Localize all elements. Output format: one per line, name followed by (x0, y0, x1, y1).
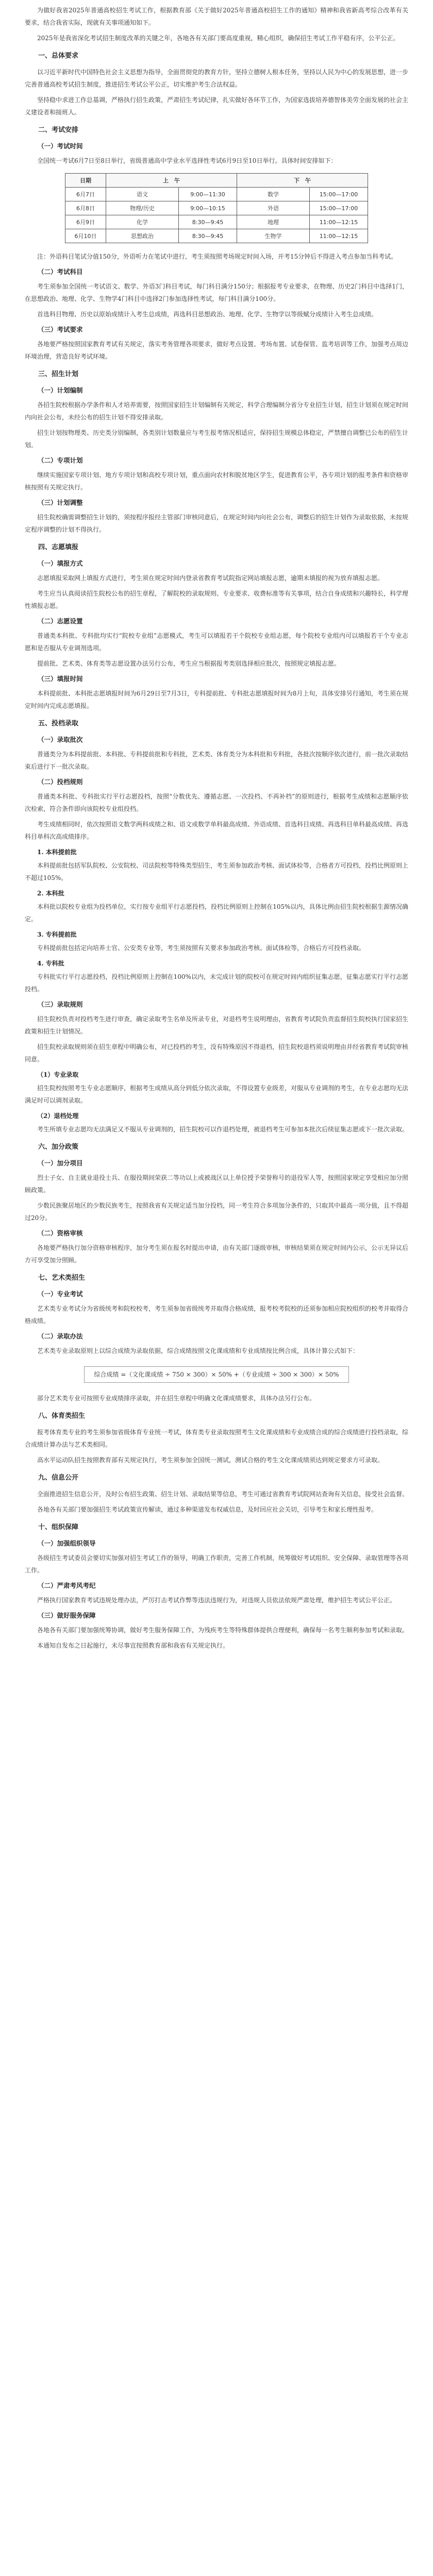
schedule-am-subject: 物理/历史 (106, 201, 179, 215)
section-heading: 二、考试安排 (38, 126, 79, 134)
subsection-heading: （三）计划调整 (38, 499, 83, 506)
subsection-heading: （一）填报方式 (38, 560, 83, 567)
schedule-am-time: 8:30—9:45 (179, 229, 237, 243)
body-paragraph: 普通类本科批、专科批实行平行志愿投档，按照“分数优先、遵循志愿、一次投档、不再补档”的原则进行，根据考生成绩和志愿顺序依次检索，符合条件即向该院校专业组投档。 (25, 793, 408, 812)
schedule-header-morning: 上 午 (106, 174, 237, 188)
item-heading: （1）专业录取 (37, 1071, 79, 1078)
body-paragraph: 艺术类专业录取原则上以综合成绩为录取依据，综合成绩按照文化课成绩和专业成绩按比例合成，具体计算公式如下： (37, 1347, 359, 1354)
body-paragraph: 志愿填报采取网上填报方式进行，考生须在规定时间内登录省教育考试院指定网站填报志愿，逾期未填报的视为放弃填报志愿。 (37, 574, 384, 582)
schedule-pm-subject: 生物学 (237, 229, 310, 243)
schedule-am-subject: 语文 (106, 188, 179, 201)
schedule-date-cell: 6月10日 (65, 229, 106, 243)
schedule-pm-subject: 数学 (237, 188, 310, 201)
body-paragraph: 考生应当认真阅读招生院校公布的招生章程，了解院校的录取规则、专业要求、收费标准等有关事项，结合自身成绩和兴趣特长，科学理性填报志愿。 (25, 590, 409, 609)
schedule-pm-time: 15:00—17:00 (310, 201, 368, 215)
item-heading: 4. 专科批 (37, 960, 64, 967)
body-paragraph: 报考体育类专业的考生须参加省级体育专业统一考试，体育类专业录取按照考生文化课成绩和专业成绩合成的综合成绩进行投档录取，综合成绩计算办法与艺术类相同。 (25, 1429, 409, 1448)
subsection-heading: （一）录取批次 (38, 736, 83, 743)
schedule-pm-time: 11:00—12:15 (310, 229, 368, 243)
body-paragraph: 各地各有关部门要加强统筹协调，做好考生服务保障工作，为残疾考生等特殊群体提供合理便利，确保每一名考生顺利参加考试和录取。 (37, 1626, 409, 1634)
body-paragraph: 烈士子女、自主就业退役士兵、在服役期间荣获二等功以上或被战区以上单位授予荣誉称号的退役军人等，按照国家规定享受相应加分照顾政策。 (25, 1174, 409, 1194)
subsection-heading: （二）严肃考风考纪 (38, 1582, 96, 1589)
schedule-am-subject: 思想政治 (106, 229, 179, 243)
body-paragraph: 各地要严格按照国家教育考试有关规定，落实考务管理各项要求，做好考点设置、考场布置、试卷保管、监考培训等工作，加强考点周边环境治理，营造良好考试环境。 (25, 341, 409, 360)
schedule-body (65, 188, 368, 243)
body-paragraph: 本通知自发布之日起施行，未尽事宜按照教育部和我省有关规定执行。 (37, 1642, 229, 1649)
subsection-heading: （二）考试科目 (38, 268, 83, 276)
subsection-heading: （一）计划编制 (38, 386, 83, 394)
schedule-am-time: 8:30—9:45 (179, 215, 237, 229)
body-paragraph: 艺术类专业考试分为省级统考和院校校考，考生须参加省级统考并取得合格成绩，报考校考院校的还须参加相应院校组织的校考并取得合格成绩。 (25, 1305, 409, 1325)
intro-paragraph: 为做好我省2025年普通高校招生考试工作，根据教育部《关于做好2025年普通高校招生工作的通知》精神和我省新高考综合改革有关要求，结合我省实际，现就有关事项通知如下。 (25, 7, 408, 26)
body-paragraph: 严格执行国家教育考试违规处理办法，严厉打击考试作弊等违法违规行为，对违规人员依法依规严肃处理，维护招生考试公平公正。 (37, 1597, 396, 1604)
body-paragraph: 首选科目物理、历史以原始成绩计入考生总成绩，再选科目思想政治、地理、化学、生物学以等级赋分成绩计入考生总成绩。 (37, 311, 378, 318)
formula-wrapper (25, 1366, 408, 1383)
body-paragraph: 坚持稳中求进工作总基调，严格执行招生政策，严肃招生考试纪律，扎实做好各环节工作，为国家选拔培养德智体美劳全面发展的社会主义建设者和接班人。 (25, 96, 409, 116)
schedule-header-date: 日期 (65, 174, 106, 188)
section-heading: 七、艺术类招生 (38, 1274, 86, 1282)
section-heading: 四、志愿填报 (38, 544, 79, 551)
body-paragraph: 继续实施国家专项计划、地方专项计划和高校专项计划，重点面向农村和脱贫地区学生，促进教育公平，各专项计划的报考条件和资格审核按照有关规定执行。 (25, 471, 409, 491)
body-paragraph: 招生院校负责对投档考生进行审查，确定录取考生名单及所录专业，对退档考生说明理由，省教育考试院负责监督招生院校执行国家招生政策和招生计划情况。 (25, 1015, 409, 1035)
subsection-heading: （二）专项计划 (38, 456, 83, 464)
body-paragraph: 普通类分为本科提前批、本科批、专科提前批和专科批，艺术类、体育类分为本科批和专科批，各批次按顺序依次进行，前一批次录取结束后进行下一批次录取。 (25, 751, 409, 770)
exam-schedule-table (65, 173, 368, 243)
schedule-row (65, 201, 368, 215)
section-heading: 六、加分政策 (38, 1143, 79, 1151)
subsection-heading: （二）志愿设置 (38, 617, 83, 625)
body-paragraph: 招生院校录取规则须在招生章程中明确公布，对已投档的考生，没有特殊原因不得退档，招生院校退档须说明理由并经省教育考试院审核同意。 (25, 1043, 409, 1063)
subsection-heading: （一）考试时间 (38, 142, 83, 150)
body-paragraph: 全国统一考试6月7日至8日举行，省级普通高中学业水平选择性考试6月9日至10日举行。具体时间安排如下： (37, 157, 337, 164)
subsection-heading: （三）填报时间 (38, 675, 83, 683)
body-paragraph: 全面推进招生信息公开，及时公布招生政策、招生计划、录取结果等信息，考生可通过省教育考试院网站查询有关信息，接受社会监督。 (37, 1490, 409, 1498)
document-body (25, 49, 408, 1652)
body-paragraph: 考生所填专业志愿均无法满足又不服从专业调剂的，招生院校可以作退档处理，被退档考生可参加本批次后续征集志愿或下一批次录取。 (37, 1126, 409, 1133)
intro-paragraph: 2025年是我省深化考试招生制度改革的关键之年，各地各有关部门要高度重视，精心组织，确保招生考试工作平稳有序，公平公正。 (37, 35, 399, 42)
section-heading: 一、总体要求 (38, 52, 79, 60)
subsection-heading: （三）录取规则 (38, 1001, 83, 1008)
score-formula: 综合成绩 =（文化课成绩 ÷ 750 × 300）× 50% +（专业成绩 ÷ 300 × 300）× 50% (84, 1366, 348, 1383)
body-paragraph: 本科提前批包括军队院校、公安院校、司法院校等特殊类型招生，考生须参加政治考核、面试体检等，合格者方可投档，投档比例原则上不超过105%。 (25, 862, 409, 882)
body-paragraph: 注：外语科目笔试分值150分，外语听力在笔试中进行，考生须按照考场规定时间入场，开考15分钟后不得进入考点参加当科考试。 (37, 253, 397, 260)
body-paragraph: 招生计划按物理类、历史类分别编制，各类别计划数量应与考生报考情况相适应，保持招生规模总体稳定，严禁擅自调整已公布的招生计划。 (25, 429, 409, 449)
body-paragraph: 专科批实行平行志愿投档，投档比例原则上控制在100%以内，未完成计划的院校可在规定时间内组织征集志愿，征集志愿实行平行志愿投档。 (25, 973, 408, 993)
body-paragraph: 各地要严格执行加分资格审核程序，加分考生须在报名时提出申请，由有关部门逐级审核，审核结果须在规定时间内公示，公示无异议后方可享受加分照顾。 (25, 1244, 409, 1264)
schedule-date-cell: 6月7日 (65, 188, 106, 201)
subsection-heading: （三）考试要求 (38, 326, 83, 333)
schedule-row (65, 215, 368, 229)
schedule-row (65, 188, 368, 201)
schedule-pm-subject: 地理 (237, 215, 310, 229)
subsection-heading: （一）加分项目 (38, 1159, 83, 1167)
item-heading: 3. 专科提前批 (37, 931, 77, 938)
body-paragraph: 各级招生考试委员会要切实加强对招生考试工作的领导，明确工作职责，完善工作机制，统筹做好考试组织、安全保障、录取管理等各项工作。 (25, 1554, 409, 1574)
body-paragraph: 高水平运动队招生按照教育部有关规定执行，考生须参加全国统一测试，测试合格的考生文化课成绩须达到规定要求方可录取。 (37, 1456, 384, 1464)
subsection-heading: （二）投档规则 (38, 778, 83, 786)
body-paragraph: 专科提前批包括定向培养士官、公安类专业等，考生须按照有关要求参加政治考核、面试体检等，合格后方可投档录取。 (37, 944, 365, 952)
body-paragraph: 招生院校按照考生专业志愿顺序，根据考生成绩从高分到低分依次录取，不得设置专业级差，对服从专业调剂的考生，在专业志愿均无法满足时可以调剂录取。 (25, 1084, 409, 1104)
schedule-header-afternoon: 下 午 (237, 174, 368, 188)
schedule-am-subject: 化学 (106, 215, 179, 229)
section-heading: 八、体育类招生 (38, 1412, 86, 1420)
section-heading: 三、招生计划 (38, 370, 79, 378)
body-paragraph: 本科提前批、本科批志愿填报时间为6月29日至7月3日，专科提前批、专科批志愿填报时间为8月上旬，具体安排另行通知，考生须在规定时间内完成志愿填报。 (25, 690, 408, 709)
schedule-pm-time: 15:00—17:00 (310, 188, 368, 201)
schedule-pm-subject: 外语 (237, 201, 310, 215)
schedule-header-row (65, 174, 368, 188)
intro-section (25, 4, 408, 44)
body-paragraph: 少数民族聚居地区的少数民族考生，按照我省有关规定适当加分投档，同一考生符合多项加分条件的，只取其中最高一项分值，且不得超过20分。 (25, 1202, 409, 1222)
body-paragraph: 部分艺术类专业可按照专业成绩排序录取，并在招生章程中明确文化课成绩要求，具体办法另行公布。 (37, 1395, 316, 1402)
body-paragraph: 以习近平新时代中国特色社会主义思想为指导，全面贯彻党的教育方针，坚持立德树人根本任务，坚持以人民为中心的发展思想，进一步完善普通高校考试招生制度，推进招生考试公平公正，切实维护考生合法权益。 (25, 69, 409, 88)
subsection-heading: （一）专业考试 (38, 1290, 83, 1298)
body-paragraph: 普通类本科批、专科批均实行“院校专业组”志愿模式，考生可以填报若干个院校专业组志愿，每个院校专业组内可以填报若干个专业志愿和是否服从专业调剂选项。 (25, 632, 408, 652)
subsection-heading: （三）做好服务保障 (38, 1612, 96, 1619)
schedule-row (65, 229, 368, 243)
body-paragraph: 本科批以院校专业组为投档单位，实行按专业组平行志愿投档，投档比例原则上控制在105%以内，具体比例由招生院校根据生源情况确定。 (25, 903, 408, 923)
section-heading: 十、组织保障 (38, 1523, 79, 1531)
item-heading: （2）退档处理 (37, 1112, 79, 1120)
schedule-am-time: 9:00—10:15 (179, 201, 237, 215)
section-heading: 五、投档录取 (38, 720, 79, 727)
body-paragraph: 提前批、艺术类、体育类等志愿设置办法另行公布，考生应当根据报考类别选择相应批次，按照规定填报志愿。 (37, 660, 341, 667)
subsection-heading: （二）录取办法 (38, 1332, 83, 1340)
body-paragraph: 考生须参加全国统一考试语文、数学、外语3门科目考试，每门科目满分150分；根据报考专业要求，在物理、历史2门科目中选择1门，在思想政治、地理、化学、生物学4门科目中选择2门参加选择性考试，每门科目满分100分。 (25, 283, 408, 302)
schedule-date-cell: 6月8日 (65, 201, 106, 215)
exam-schedule-wrapper (25, 173, 408, 243)
body-paragraph: 各地各有关部门要加强招生考试政策宣传解读，通过多种渠道发布权威信息，及时回应社会关切，引导考生和家长理性报考。 (37, 1506, 378, 1513)
schedule-pm-time: 11:00—12:15 (310, 215, 368, 229)
schedule-date-cell: 6月9日 (65, 215, 106, 229)
section-heading: 九、信息公开 (38, 1474, 79, 1482)
body-paragraph: 各招生院校根据办学条件和人才培养需要，按照国家招生计划编制有关规定，科学合理编制分省分专业招生计划，招生计划须在规定时间内向社会公布，未经公布的招生计划不得安排录取。 (25, 401, 409, 421)
schedule-am-time: 9:00—11:30 (179, 188, 237, 201)
subsection-heading: （一）加强组织领导 (38, 1539, 96, 1547)
body-paragraph: 考生成绩相同时，依次按照语文数学两科成绩之和、语文或数学单科最高成绩、外语成绩、首选科目成绩、再选科目单科最高成绩、再选科目单科次高成绩排序。 (25, 821, 409, 840)
item-heading: 1. 本科提前批 (37, 849, 77, 856)
body-paragraph: 招生院校确需调整招生计划的，须按程序报经主管部门审核同意后，在规定时间内向社会公布，调整后的招生计划作为录取依据，未按规定程序调整的计划不得执行。 (25, 514, 409, 533)
item-heading: 2. 本科批 (37, 890, 64, 897)
subsection-heading: （二）资格审核 (38, 1229, 83, 1237)
